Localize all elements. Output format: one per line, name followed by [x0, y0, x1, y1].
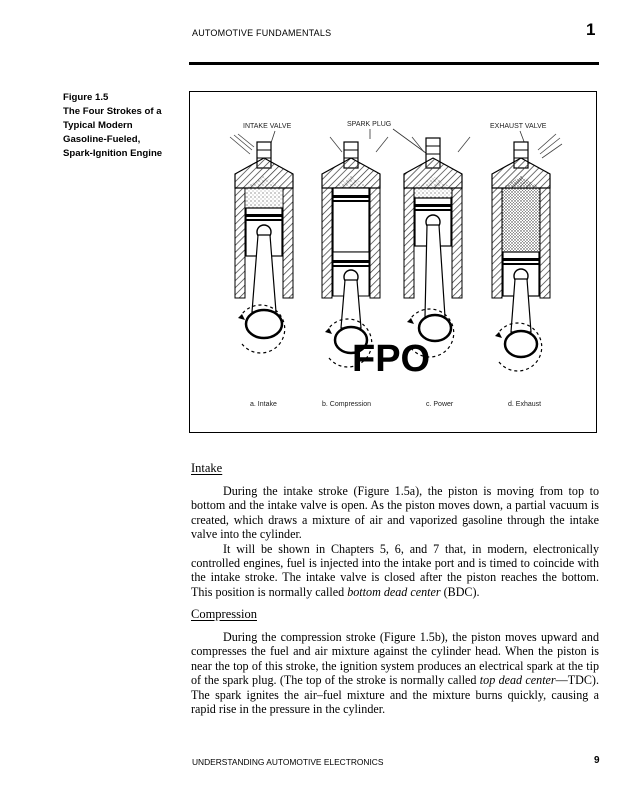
engine-exhaust [492, 134, 562, 371]
running-head: AUTOMOTIVE FUNDAMENTALS [192, 28, 332, 38]
engine-strokes-illustration [190, 92, 598, 434]
label-intake-valve: INTAKE VALVE [243, 123, 292, 130]
compression-p1-text: During the compression stroke (Figure 1.5b), the piston moves upward and compresses the fuel and air mixture against the cylinder head. When the piston is near the top of this stroke, the ignition system produces an electrical spark at the tip of the spark plug. (The top of the stroke is normally called [191, 630, 599, 688]
label-spark-plug: SPARK PLUG [347, 121, 392, 128]
label-stroke-exhaust: d. Exhaust [508, 401, 542, 408]
label-stroke-power: c. Power [426, 401, 454, 408]
page-number: 9 [594, 755, 600, 766]
term-tdc: top dead center [479, 673, 556, 688]
label-exhaust-valve: EXHAUST VALVE [490, 123, 547, 130]
term-bdc: bottom dead center [347, 584, 441, 599]
compression-heading-text: Compression [191, 607, 257, 621]
intake-p2-text: It will be shown in Chapters 5, 6, and 7 that, in modern, electronically controlled engines, fuel is injected into the intake port and is timed to coincide with the intake stroke. The intake valve is closed after the piston reaches the bottom. This position is normally called [191, 541, 599, 599]
compression-p1-end: —TDC). The spark ignites the air–fuel mixture and the mixture burns quickly, causing a rapid rise in the pressure in the cylinder. [191, 673, 599, 717]
caption-line: Typical Modern [63, 120, 133, 131]
compression-heading [191, 607, 599, 621]
engine-intake [230, 134, 293, 353]
footer-book-title: UNDERSTANDING AUTOMOTIVE ELECTRONICS [192, 757, 384, 767]
caption-line: Spark-Ignition Engine [63, 148, 163, 159]
compression-section [191, 630, 599, 716]
chapter-number: 1 [586, 20, 596, 39]
caption-line: Figure 1.5 [63, 92, 109, 103]
caption-line: The Four Strokes of a [63, 106, 162, 117]
intake-p2-end: (BDC). [443, 584, 480, 599]
intake-section [191, 484, 599, 599]
intake-paragraph-1: During the intake stroke (Figure 1.5a), the piston is moving from top to bottom and the intake valve is open. As the piston moves down, a partial vacuum is created, which draws a mixture of air and vaporized gasoline through the intake valve into the cylinder. [191, 484, 599, 542]
header-rule [189, 62, 599, 65]
caption-line: Gasoline-Fueled, [63, 134, 141, 145]
compression-paragraph-1 [191, 630, 599, 716]
intake-heading-text: Intake [191, 461, 223, 475]
figure-caption [63, 91, 183, 161]
engine-strokes-figure [189, 91, 597, 433]
label-stroke-compression: b. Compression [322, 401, 372, 408]
callout-line [393, 129, 430, 156]
fpo-placeholder-mark: FPO [352, 338, 431, 380]
intake-heading [191, 461, 599, 475]
label-stroke-intake: a. Intake [250, 401, 277, 408]
engine-compression [322, 137, 388, 367]
intake-paragraph-2 [191, 542, 599, 600]
engine-power [404, 137, 470, 357]
